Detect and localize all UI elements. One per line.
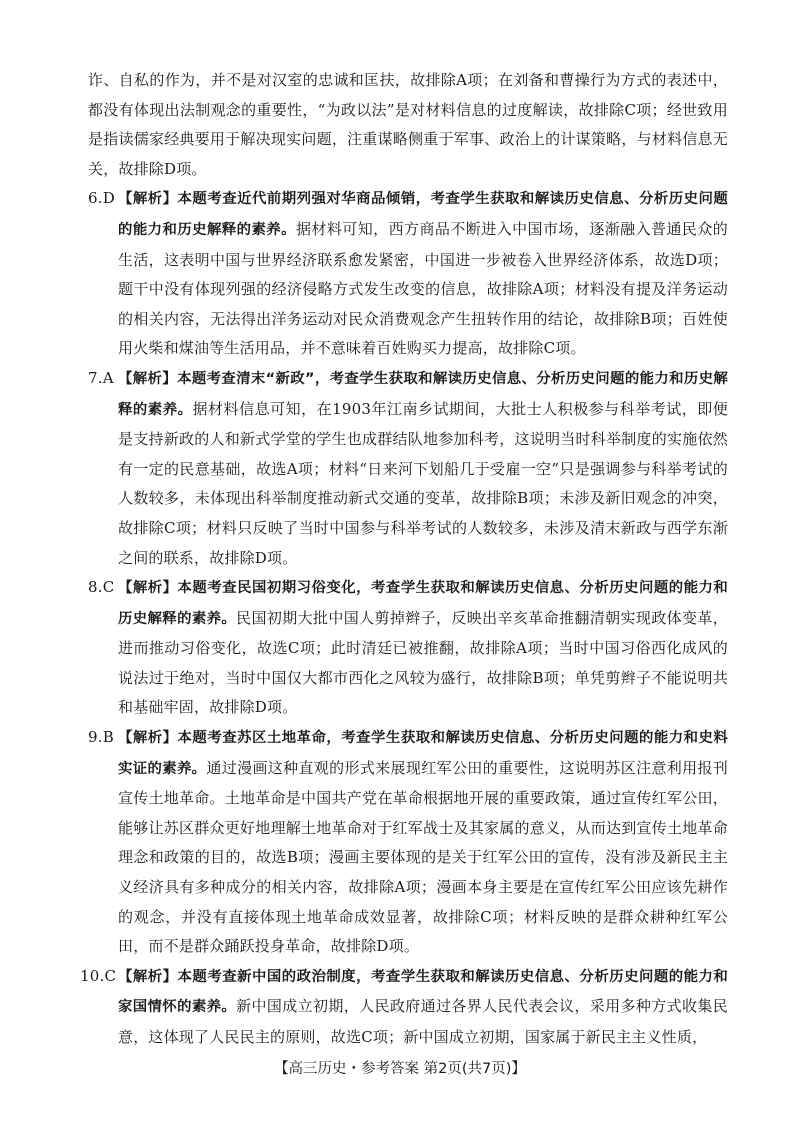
- analysis-summary: 本题考查近代前期列强对华商品倾销，考查学生获取和解读历史信息、分析历史问题的能力和历史解释的素养。: [118, 191, 728, 238]
- page-footer: 【高三历史・参考答案 第2页(共7页)】: [274, 1061, 526, 1077]
- analysis-tag: 【解析】: [118, 730, 178, 747]
- answer-number: 10.C: [80, 966, 117, 985]
- continuation-paragraph: 诈、自私的作为，并不是对汉室的忠诚和匡扶，故排除A项；在刘备和曹操行为方式的表述中，都没有体现出法制观念的重要性，“为政以法”是对材料信息的过度解读，故排除C项；经世致用是指读儒家经典要用于解决现实问题，注重谋略侧重于军事、政治上的计谋策略，与材料信息无关，故排除D项。: [88, 71, 728, 178]
- answer-page: [80, 66, 728, 1053]
- analysis-tag: 【解析】: [118, 580, 178, 597]
- answer-number: 9.B: [88, 728, 114, 747]
- analysis-text: 通过漫画这种直观的形式来展现红军公田的重要性，这说明苏区注意利用报刊宣传土地革命。土地革命是中国共产党在革命根据地开展的重要政策，通过宣传红军公田，能够让苏区群众更好地理解土地革命对于红军战士及其家属的意义，从而达到宣传土地革命理念和政策的目的，故选B项；漫画主要体现的是关于红军公田的宣传，没有涉及新民主主义经济具有多种成分的相关内容，故排除A项；漫画本身主要是在宣传红军公田应该先耕作的观念，并没有直接体现土地革命成效显著，故排除C项；材料反映的是群众耕种红军公田，而不是群众踊跃投身革命，故排除D项。: [118, 758, 728, 956]
- answer-number: 7.A: [88, 368, 114, 387]
- analysis-text: 民国初期大批中国人剪掉辫子，反映出辛亥革命推翻清朝实现政体变革，进而推动习俗变化，故选C项；此时清廷已被推翻，故排除A项；当时中国习俗西化成风的说法过于绝对，当时中国仅大都市西化之风较为盛行，故排除B项；单凭剪辫子不能说明共和基础牢固，故排除D项。: [118, 608, 728, 717]
- analysis-summary: 本题考查清末“新政”，考查学生获取和解读历史信息、分析历史问题的能力和历史解释的素养。: [118, 370, 728, 418]
- analysis-tag: 【解析】: [118, 968, 178, 985]
- answer-number: 8.C: [88, 578, 115, 597]
- analysis-summary: 本题考查民国初期习俗变化，考查学生获取和解读历史信息、分析历史问题的能力和历史解释的素养。: [118, 580, 728, 627]
- analysis-text: 新中国成立初期，人民政府通过各界人民代表会议，采用多种方式收集民意，这体现了人民民主的原则，故选C项；新中国成立初期，国家属于新民主主义性质，: [118, 997, 728, 1046]
- answer-item-10: [80, 962, 728, 1053]
- analysis-summary: 本题考查新中国的政治制度，考查学生获取和解读历史信息、分析历史问题的能力和家国情怀的素养。: [118, 968, 728, 1016]
- analysis-summary: 本题考查苏区土地革命，考查学生获取和解读历史信息、分析历史问题的能力和史料实证的素养。: [118, 730, 728, 777]
- analysis-text: 据材料信息可知，在1903年江南乡试期间，大批士人积极参与科举考试，即便是支持新政的人和新式学堂的学生也成群结队地参加科考，这说明当时科举制度的实施依然有一定的民意基础，故选A项；材料“日来河下划船几于受雇一空”只是强调参与科举考试的人数较多，未体现出科举制度推动新式交通的变革，故排除B项；未涉及新旧观念的冲突，故排除C项；材料只反映了当时中国参与科举考试的人数较多，未涉及清末新政与西学东渐之间的联系，故排除D项。: [118, 399, 728, 567]
- analysis-text: 据材料可知，西方商品不断进入中国市场，逐渐融入普通民众的生活，这表明中国与世界经济联系愈发紧密，中国进一步被卷入世界经济体系，故选D项；题干中没有体现列强的经济侵略方式发生改变的信息，故排除A项；材料没有提及洋务运动的相关内容，无法得出洋务运动对民众消费观念产生扭转作用的结论，故排除B项；百姓使用火柴和煤油等生活用品，并不意味着百姓购买力提高，故排除C项。: [118, 219, 728, 358]
- answer-item-7: [88, 364, 728, 573]
- answer-item-9: [88, 723, 728, 962]
- analysis-tag: 【解析】: [118, 191, 178, 208]
- answer-item-6: [88, 184, 728, 364]
- answer-number: 6.D: [88, 189, 115, 208]
- answer-item-8: [88, 573, 728, 723]
- analysis-tag: 【解析】: [118, 370, 178, 387]
